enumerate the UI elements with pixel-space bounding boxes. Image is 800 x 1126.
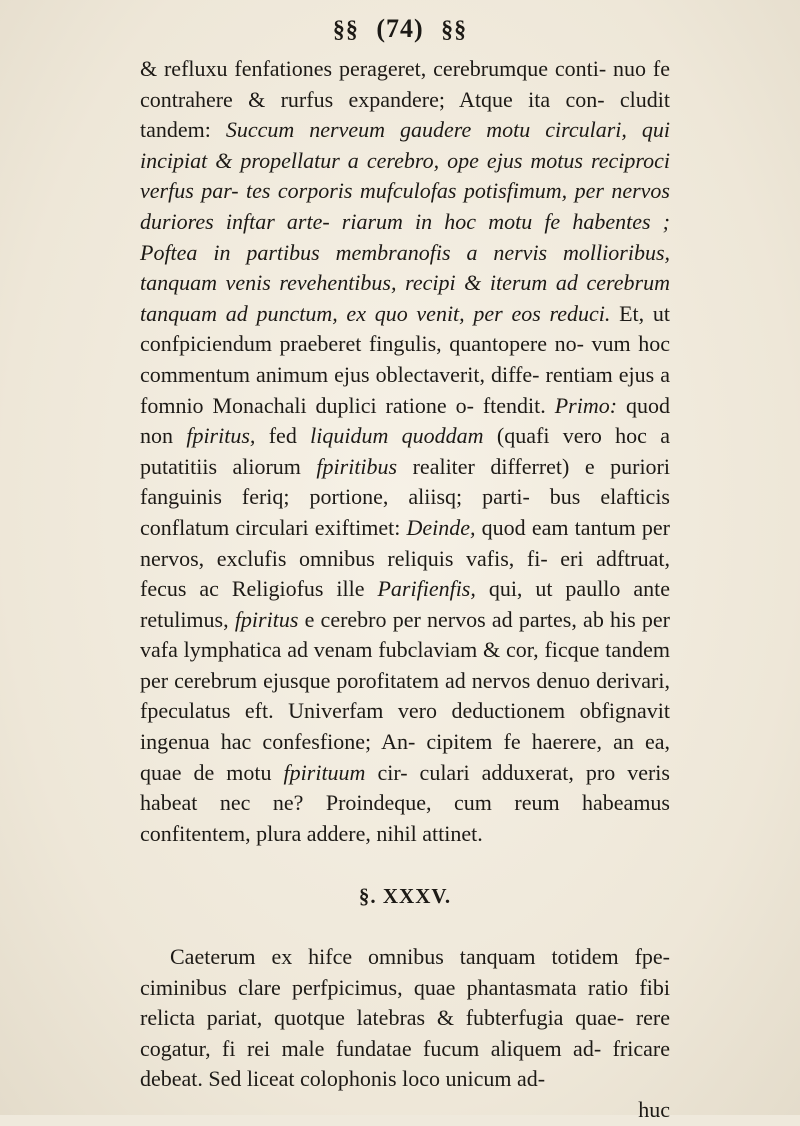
p1-s16-italic: fpiritus: [234, 606, 299, 632]
right-ornament: §§: [441, 17, 468, 43]
p1-s2-italic: Succum nerveum gaudere motu circulari, qui incipiat & propellatur a cerebro, ope ejus motus reciproci verfus par- tes corporis mufculofas potisfimum, per nervos duriores inftar arte- riarum in hoc motu fe habentes ; Poftea in partibus membranofis a nervis mollioribus, tanquam venis revehentibus, recipi & iterum ad cerebrum tanquam ad punctum, ex quo venit, per eos reduci.: [140, 117, 670, 326]
left-ornament: §§: [332, 17, 359, 43]
p1-s19: cir- culari adduxerat, pro veris habeat nec ne? Proindeque, cum reum habeamus confitentem, plura addere, nihil attinet.: [140, 759, 670, 846]
p1-s8-italic: liquidum quoddam: [310, 423, 484, 449]
section-heading: §. XXXV.: [358, 884, 452, 909]
body-text: [140, 54, 670, 1126]
p1-s10-italic: fpiritibus: [316, 453, 398, 479]
page-number: (74): [376, 14, 424, 43]
p1-s1: & refluxu fenfationes perageret, cerebrumque conti- nuo fe contrahere & rurfus expandere; Atque ita con- cludit tandem:: [140, 56, 670, 143]
p1-s5: quod non: [140, 392, 670, 449]
p1-s3: Et, ut confpiciendum praeberet fingulis, quantopere no- vum hoc commentum animum ejus oblectaverit, diffe- rentiam ejus a fomnio Monachali duplici ratione o- ftendit.: [140, 300, 670, 418]
p1-s13: quod eam tantum per nervos, exclufis omnibus reliquis vafis, fi- eri adftruat, fecus ac Religiofus ille: [140, 514, 670, 602]
page-header: [0, 14, 800, 44]
p1-s11: realiter differret) e puriori fanguinis feriq; portione, aliisq; parti- bus elafticis conflatum circulari exiftimet:: [140, 453, 670, 540]
paragraph-2: Caeterum ex hifce omnibus tanquam totidem fpe- ciminibus clare perfpicimus, quae phantasmata ratio fibi relicta pariat, quotque latebras & fubterfugia quae- rere cogatur, fi rei male fundatae fucum aliquem ad- fricare debeat. Sed liceat colophonis loco unicum ad-: [140, 944, 670, 1092]
catchword: huc: [638, 1097, 670, 1122]
p1-s7: fed: [255, 423, 311, 449]
p1-s15: qui, ut paullo ante retulimus,: [140, 576, 670, 632]
p1-s4-italic: Primo:: [554, 392, 618, 418]
p1-s17: e cerebro per nervos ad partes, ab his per vafa lymphatica ad venam fubclaviam & cor, ficque tandem per cerebrum ejusque porofitatem ad nervos denuo derivari, fpeculatus eft. Univerfam vero deductionem obfignavit ingenua hac confesfione; An- cipitem fe haerere, an ea, quae de motu: [140, 606, 670, 785]
p1-s12-italic: Deinde,: [406, 514, 476, 540]
paragraph-1: [140, 54, 670, 849]
p1-s18-italic: fpirituum: [283, 759, 366, 785]
p1-s9: (quafi vero hoc a putatitiis aliorum: [140, 423, 671, 479]
p1-s14-italic: Parifienfis,: [377, 576, 476, 602]
p1-s6-italic: fpiritus,: [186, 423, 256, 449]
